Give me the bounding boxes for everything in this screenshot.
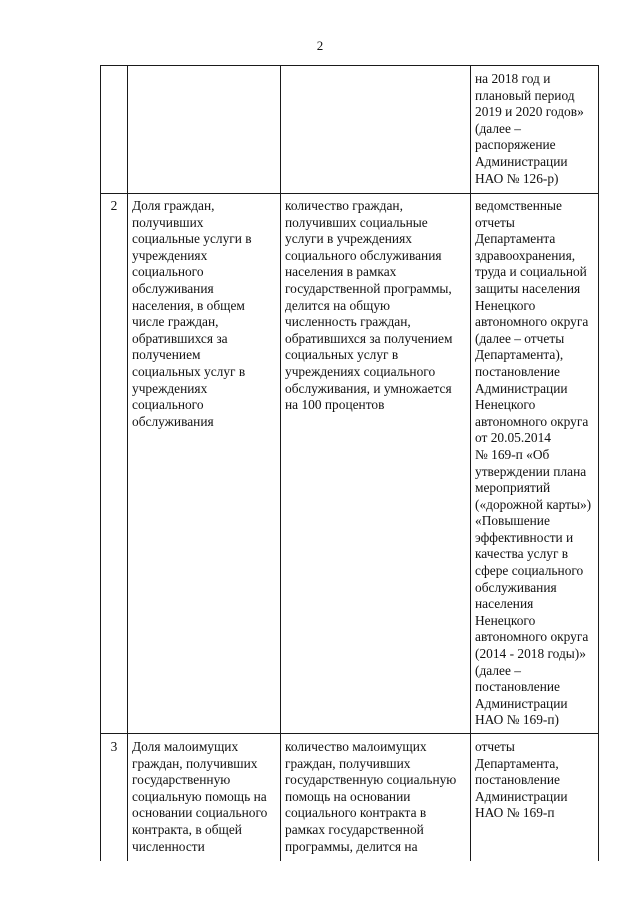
row-number-cell (101, 66, 128, 194)
row-number-cell: 2 (101, 194, 128, 734)
data-source-cell: отчеты Департамента, постановление Администрации НАО № 169-п (471, 734, 599, 862)
page-number: 2 (316, 38, 324, 53)
row-number-cell: 3 (101, 734, 128, 862)
table-row (101, 66, 599, 194)
indicator-name-cell: Доля малоимущих граждан, получивших государственную социальную помощь на основании социального контракта, в общей численности (128, 734, 281, 862)
data-source-cell: ведомственные отчеты Департамента здравоохранения, труда и социальной защиты населения Ненецкого автономного округа (далее – отчеты Департамента), постановление Администрации Ненецкого автономного округа от 20.05.2014 № 169-п «Об утверждении плана мероприятий («дорожной карты») «Повышение эффективности и качества услуг в сфере социального обслуживания населения Ненецкого автономного округа (2014 - 2018 годы)» (далее – постановление Администрации НАО № 169-п) (471, 194, 599, 734)
table-row (101, 734, 599, 862)
calculation-method-cell: количество малоимущих граждан, получивших государственную социальную помощь на основании социального контракта в рамках государственной программы, делится на (281, 734, 471, 862)
table-row (101, 194, 599, 734)
calculation-method-cell (281, 66, 471, 194)
calculation-method-cell: количество граждан, получивших социальные услуги в учреждениях социального обслуживания населения в рамках государственной программы, делится на общую численность граждан, обратившихся за получением социальных услуг в учреждениях социального обслуживания, и умножается на 100 процентов (281, 194, 471, 734)
indicators-table (100, 65, 599, 861)
indicator-name-cell (128, 66, 281, 194)
data-source-cell: на 2018 год и плановый период 2019 и 2020 годов» (далее – распоряжение Администрации НАО № 126-р) (471, 66, 599, 194)
indicator-name-cell: Доля граждан, получивших социальные услуги в учреждениях социального обслуживания населения, в общем числе граждан, обратившихся за получением социальных услуг в учреждениях социального обслуживания (128, 194, 281, 734)
